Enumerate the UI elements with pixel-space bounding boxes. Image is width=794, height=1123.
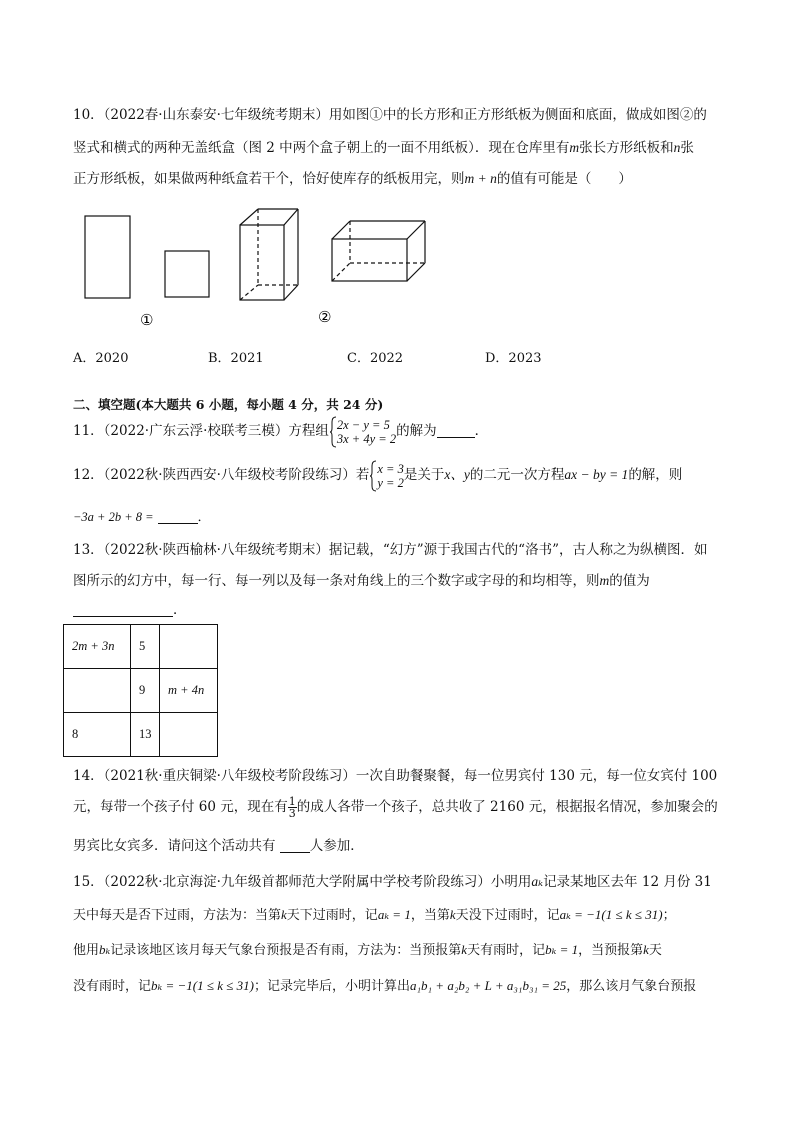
q14-answer-blank[interactable]	[280, 838, 310, 853]
q14-line3-text: 男宾比女宾多．请问这个活动共有	[73, 838, 276, 854]
q12-suffix: 的解，则	[628, 467, 683, 483]
q11-system	[337, 418, 396, 446]
q15-var-k: k	[643, 942, 649, 957]
q15-line4-text-b: ；记录完毕后，小明计算出	[254, 979, 411, 994]
q15-line4-text-c: ，那么该月气象台预报	[566, 979, 697, 994]
q15-line4	[73, 975, 728, 994]
q15-eq-b-minus-one: bₖ = −1(1 ≤ k ≤ 31)	[151, 978, 254, 993]
q10-line2-text: 竖式和横式的两种无盖纸盒（图 2 中两个盒子朝上的一面不用纸板）．现在仓库里有	[73, 140, 570, 156]
q14-line1: 14．（2021秋·重庆铜梁·八年级校考阶段练习）一次自助餐聚餐，每一位男宾付 130 元，每一位女宾付 100	[73, 768, 718, 784]
q15-line2-text-d: 天没下过雨时，记	[455, 908, 560, 923]
q12-expression: −3a + 2b + 8 =	[73, 510, 154, 524]
q11-eq1: 2x − y = 5	[336, 417, 390, 432]
magic-cell: 5	[131, 625, 160, 669]
magic-cell	[64, 669, 131, 713]
q10-line2	[73, 136, 728, 156]
q15-eq-a-minus-one: aₖ = −1(1 ≤ k ≤ 31)	[559, 907, 663, 922]
q15-line1-text-b: 记录某地区去年 12 月份 31	[543, 874, 712, 890]
q14-line2	[73, 790, 728, 824]
q12-vars: x、y	[444, 467, 470, 482]
square-board	[165, 251, 209, 297]
brace-icon	[329, 416, 337, 448]
q15-line3-text-c: 天有雨时，记	[467, 943, 546, 958]
q15-line2	[73, 904, 728, 923]
q14-line3-text-b: 人参加．	[309, 838, 364, 854]
q10-line3-text-b: 的值有可能是（ ）	[496, 171, 632, 187]
q10-figures	[80, 205, 450, 335]
q10-line2-text-b: 张长方形纸板和	[579, 140, 674, 156]
q12-prefix: 12．（2022秋·陕西西安·八年级校考阶段练习）若	[73, 467, 370, 483]
vertical-box	[240, 209, 298, 300]
magic-cell: 13	[131, 713, 160, 757]
q13-line2	[73, 569, 728, 589]
q13-line1: 13．（2022秋·陕西榆林·八年级统考期末）据记载，“幻方”源于我国古代的“洛书”，古人称之为纵横图．如	[73, 542, 708, 558]
q15-line1	[73, 870, 728, 890]
magic-square-table	[63, 624, 218, 757]
magic-cell: 9	[131, 669, 160, 713]
table-row	[64, 625, 218, 669]
rectangle-board	[85, 216, 130, 298]
fraction-one-third	[288, 796, 297, 819]
q15-line4-text: 没有雨时，记	[73, 979, 152, 994]
option-c[interactable]: C．2022	[347, 351, 404, 366]
q10-line3-text: 正方形纸板，如果做两种纸盒若干个，恰好使库存的纸板用完，则	[73, 171, 465, 187]
option-d[interactable]: D．2023	[485, 351, 542, 366]
q10-line2-text-c: 张	[680, 140, 694, 156]
q14-line3	[73, 834, 728, 854]
q15-line2-text-c: ，当第	[410, 908, 450, 923]
q15-var-k: k	[449, 907, 456, 922]
q13-line2-text-b: 的值为	[609, 573, 650, 589]
q12-mid: 是关于	[403, 467, 445, 483]
q12-system	[377, 462, 403, 490]
q13-var-m: m	[599, 573, 610, 588]
q15-line3-text-e: 天	[648, 943, 662, 958]
q12-mid2: 的二元一次方程	[469, 467, 565, 483]
q14-line2-text: 元，每带一个孩子付 60 元，现在有	[73, 799, 288, 815]
q12-equation: ax − by = 1	[564, 467, 629, 482]
fraction-denominator: 3	[288, 807, 296, 820]
table-row	[64, 713, 218, 757]
q12	[73, 458, 728, 492]
q11-prefix: 11．（2022·广东云浮·校联考三模）方程组	[73, 423, 329, 439]
q15-line3-text-b: 记录该地区该月每天气象台预报是否有雨，方法为：当预报第	[110, 943, 462, 958]
expr-m-plus-n: m + n	[464, 171, 497, 186]
option-a[interactable]: A．2020	[73, 351, 129, 366]
q10-line1: 10．（2022春·山东泰安·七年级统考期末）用如图①中的长方形和正方形纸板为侧面和底面，做成如图②的	[73, 107, 707, 123]
q15-line3-text: 他用	[73, 943, 100, 958]
q11	[73, 414, 728, 448]
q13-line3	[73, 598, 728, 618]
option-b[interactable]: B．2021	[208, 351, 264, 366]
q12-end: ．	[197, 509, 211, 524]
q14-line2-text-b: 的成人各带一个孩子，总共收了 2160 元，根据报名情况，参加聚会的	[296, 799, 718, 815]
q11-end: ．	[474, 423, 489, 439]
q15-var-b: bₖ	[99, 942, 111, 957]
q15-var-k: k	[461, 942, 468, 957]
horizontal-box	[332, 221, 425, 281]
q11-suffix: 的解为	[396, 423, 437, 439]
q15-eq-a-one: aₖ = 1	[377, 907, 411, 922]
magic-cell	[160, 625, 218, 669]
q15-line2-text: 天中每天是否下过雨，方法为：当第	[73, 908, 282, 923]
q15-var-a: aₖ	[531, 874, 544, 889]
q15-line2-text-e: ；	[662, 908, 676, 923]
q11-eq2: 3x + 4y = 2	[336, 431, 397, 446]
q15-line2-text-b: 天下过雨时，记	[286, 908, 378, 923]
section-heading: 二、填空题(本大题共 6 小题，每小题 4 分，共 24 分)	[73, 397, 384, 412]
q15-eq-b-one: bₖ = 1	[545, 942, 579, 957]
magic-cell: 8	[64, 713, 131, 757]
q15-line3-text-d: ，当预报第	[578, 943, 644, 958]
var-n: n	[673, 140, 681, 155]
q15-line1-text: 15．（2022秋·北京海淀·九年级首都师范大学附属中学校考阶段练习）小明用	[73, 874, 532, 890]
table-row	[64, 669, 218, 713]
q15-sum-expression: a₁b₁ + a₂b₂ + L + a₃₁b₃₁ = 25	[410, 978, 567, 993]
magic-cell: m + 4n	[160, 669, 218, 713]
fraction-numerator: 1	[288, 795, 296, 808]
fig1-label: ①	[140, 311, 154, 329]
q15-var-k: k	[281, 907, 287, 922]
magic-cell: 2m + 3n	[64, 625, 131, 669]
q12-answer-blank[interactable]	[158, 509, 198, 524]
q12-eq1: x = 3	[377, 461, 404, 476]
q11-answer-blank[interactable]	[437, 423, 475, 438]
q13-line2-text: 图所示的幻方中，每一行、每一列以及每一条对角线上的三个数字或字母的和均相等，则	[73, 573, 600, 589]
fig2-label: ②	[318, 308, 332, 326]
q13-end: ．	[173, 602, 187, 618]
q12-eq2: y = 2	[377, 475, 404, 490]
q13-answer-blank[interactable]	[73, 602, 173, 617]
q12-line2	[73, 507, 728, 525]
q15-line3	[73, 939, 728, 958]
var-m: m	[569, 140, 580, 155]
magic-cell	[160, 713, 218, 757]
q10-line3	[73, 167, 728, 187]
